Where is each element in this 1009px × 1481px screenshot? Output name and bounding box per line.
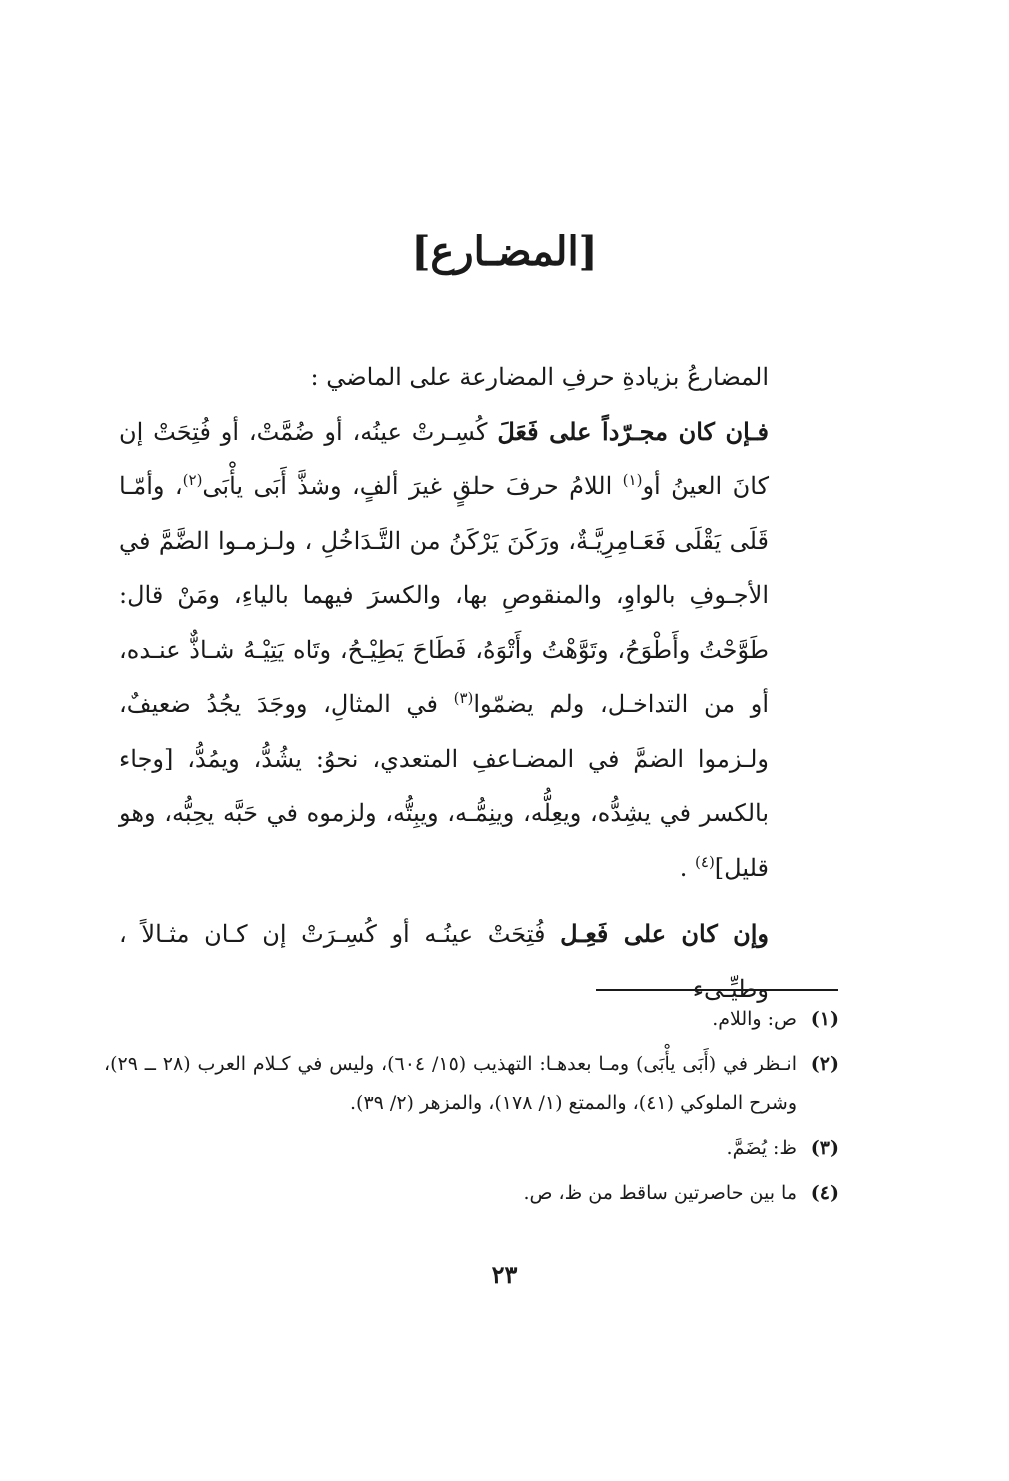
footnote-4 [104, 1174, 839, 1213]
chapter-title: [المضـارع] [411, 228, 598, 275]
footnote-number: (١) [810, 1008, 839, 1030]
footnote-text: ما بين حاصرتين ساقط من ظ، ص. [523, 1182, 797, 1204]
footnote-ref-2[interactable]: (٢) [182, 471, 203, 489]
main-text [119, 350, 769, 1016]
footnote-ref-4[interactable]: (٤) [695, 852, 715, 871]
footnote-text: ظ: يُضَمَّ. [726, 1137, 797, 1159]
footnote-2 [104, 1045, 839, 1123]
footnote-number: (٣) [810, 1137, 839, 1159]
footnote-divider [596, 989, 838, 991]
paragraph-faala [119, 405, 769, 896]
footnote-number: (٢) [810, 1053, 839, 1075]
footnote-1 [104, 1000, 839, 1039]
intro-paragraph: المضارعُ بزيادةِ حرفِ المضارعة على الماضي : [310, 363, 769, 391]
text-run: في المثالِ، ووجَدَ يجُدُ ضعيفٌ، ولـزموا الضمَّ في المضـاعفِ المتعدي، نحوُ: يشُدُّ، ويمُدُّ، [وجاء بالكسر في يشِدُّه، ويعِلُّه، وينِمُّـه، ويبِتُّه، ولزموه في حَبَّه يحِبُّه، وهو قليل] [119, 690, 769, 882]
footnote-3 [104, 1129, 839, 1168]
text-run: كُسِـرتْ عينُه، أو ضُمَّتْ، أو فُتِحَتْ إن كانَ العينُ أو [119, 417, 769, 500]
text-run: فُتِحَتْ عينُـه أو كُسِـرَتْ إن كـان مثـالاً ، وطيِّـىء [119, 920, 769, 1003]
footnote-ref-1[interactable]: (١) [622, 471, 643, 489]
text-run: ، وأمّـا قَلَى يَقْلَى فَعَـامِرِيَّـةٌ، ورَكَنَ يَرْكَنُ من التَّـدَاخُلِ ، ولـزمـوا الضَّمَّ في الأجـوفِ بالواوِ، والمنقوصِ بها، والكسرَ فيهما بالياءِ، ومَنْ قال: طَوَّحْتُ وأَطْوَحُ، وتَوَّهْتُ وأَتْوَهُ، فَطَاحَ يَطِيْـحُ، وتَاه يَتِيْـهُ شـاذٌّ عنـده، أو من التداخـل، ولم يضمّوا [119, 472, 769, 718]
footnotes [104, 1000, 839, 1219]
text-run: اللامُ حرفَ حلقٍ غيرَ ألفٍ، وشذَّ أَبَى يأْبَى [202, 472, 623, 500]
footnote-number: (٤) [810, 1182, 839, 1204]
text-run: . [679, 853, 696, 882]
paragraph-heading: وإن كان على فَعِـل [560, 919, 769, 948]
footnote-ref-3[interactable]: (٣) [453, 689, 474, 707]
footnote-text: انـظر في (أَبَى يأْبَى) ومـا بعدهـا: التهذيب (١٥/ ٦٠٤)، وليس في كـلام العرب (٢٨ ــ ٢٩)، وشرح الملوكي (٤١)، والممتع (١/ ١٧٨)، والمزهر (٢/ ٣٩). [104, 1053, 797, 1114]
page-number: ٢٣ [491, 1260, 518, 1289]
footnote-text: ص: واللام. [712, 1008, 797, 1030]
paragraph-heading: فـإن كان مجـرّداً على فَعَلَ [497, 416, 769, 446]
